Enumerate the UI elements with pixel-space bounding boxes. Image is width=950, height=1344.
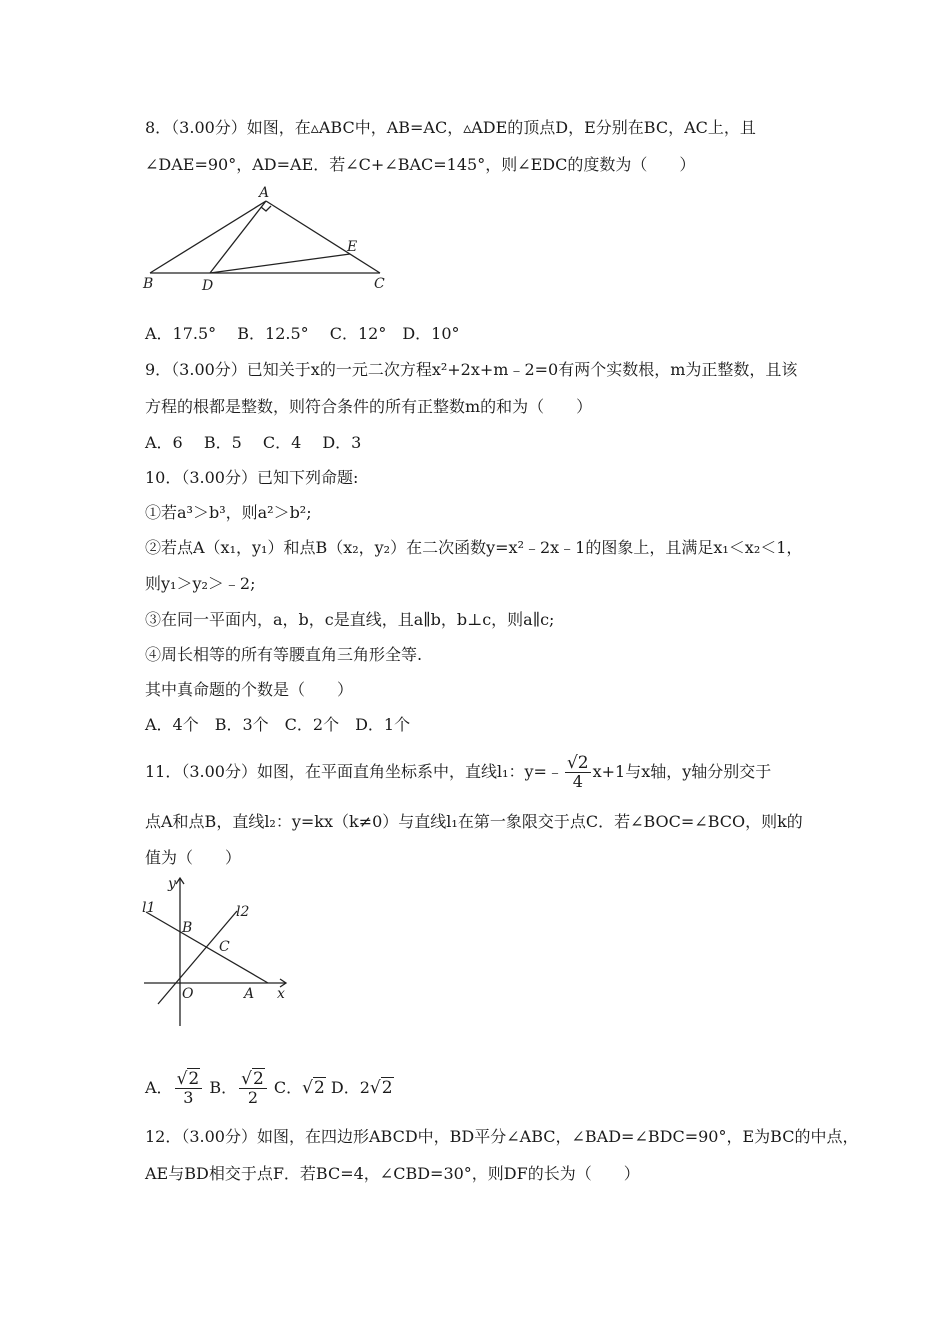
label-l1: l1: [142, 900, 156, 916]
q8-line2: ∠DAE=90°，AD=AE．若∠C+∠BAC=145°，则∠EDC的度数为（ ）: [145, 155, 696, 174]
q11-line1-pre: 11．（3.00分）如图，在平面直角坐标系中，直线l₁：y=﹣: [145, 762, 563, 781]
label-d: D: [202, 278, 214, 294]
q11-fraction-den: 4: [572, 772, 583, 791]
q10-prop2: ②若点A（x₁，y₁）和点B（x₂，y₂）在二次函数y=x²﹣2x﹣1的图象上，且满足x₁＜x₂＜1，: [145, 538, 803, 557]
segment-ad: [210, 201, 266, 273]
q11-opt-b-den: 2: [247, 1088, 259, 1107]
q12-line2: AE与BD相交于点F．若BC=4，∠CBD=30°，则DF的长为（ ）: [145, 1164, 640, 1183]
q11-opt-a-frac: [175, 1070, 203, 1107]
q8-triangle-figure: [140, 185, 390, 295]
q11-options: [145, 1066, 394, 1110]
q10-prop3: ③在同一平面内，a，b，c是直线，且a∥b，b⊥c，则a∥c;: [145, 610, 555, 629]
q11-opt-d-label: D．2: [330, 1078, 370, 1097]
segment-de: [210, 254, 350, 273]
q11-opt-b: [209, 1069, 268, 1107]
q10-stem: 其中真命题的个数是（ ）: [145, 680, 354, 699]
q10-options: A．4个 B．3个 C．2个 D．1个: [145, 715, 411, 734]
q11-opt-a: [145, 1069, 204, 1107]
label-a: A: [244, 986, 255, 1002]
q11-opt-d-rad: 2: [381, 1078, 393, 1098]
label-y: y: [168, 876, 176, 892]
q11-opt-a-label: A．: [145, 1078, 173, 1097]
label-l2: l2: [236, 904, 250, 920]
label-b: B: [143, 276, 154, 292]
q10-line1: 10．（3.00分）已知下列命题:: [145, 468, 359, 487]
label-a: A: [259, 185, 270, 201]
q11-line2: 点A和点B，直线l₂：y=kx（k≠0）与直线l₁在第一象限交于点C．若∠BOC=∠BCO，则k的: [145, 812, 803, 831]
q11-line3: 值为（ ）: [145, 848, 242, 867]
q8-line1: 8．（3.00分）如图，在▵ABC中，AB=AC，▵ADE的顶点D，E分别在BC，AC上，且: [145, 118, 756, 137]
q11-line1: [145, 752, 771, 792]
q11-line1-post: x+1与x轴，y轴分别交于: [592, 762, 772, 781]
q11-opt-a-den: 3: [183, 1088, 194, 1107]
q11-opt-d: [331, 1078, 394, 1097]
label-o: O: [182, 986, 194, 1002]
q9-options: A．6 B．5 C．4 D．3: [145, 433, 362, 452]
q11-opt-b-rad: 2: [252, 1069, 264, 1089]
q11-opt-a-num: √2: [175, 1070, 203, 1089]
label-c: C: [219, 939, 230, 955]
q11-fraction-num: √2: [566, 753, 589, 773]
label-c: C: [374, 276, 385, 292]
q11-opt-c-label: C．: [273, 1078, 303, 1097]
label-e: E: [347, 239, 358, 255]
q11-opt-b-label: B．: [209, 1078, 238, 1097]
q11-opt-b-frac: [239, 1070, 267, 1107]
label-x: x: [277, 986, 285, 1002]
q10-prop1: ①若a³＞b³，则a²＞b²;: [145, 503, 312, 522]
segment-ab: [150, 201, 266, 273]
q10-prop2-cont: 则y₁＞y₂＞﹣2;: [145, 574, 256, 593]
q11-coordinate-figure: [140, 874, 295, 1034]
label-b: B: [182, 920, 193, 936]
line-l1: [146, 912, 268, 983]
segment-ac: [266, 201, 380, 273]
right-angle-mark: [261, 206, 271, 211]
q8-options: A．17.5° B．12.5° C．12° D．10°: [145, 324, 460, 343]
q10-prop4: ④周长相等的所有等腰直角三角形全等.: [145, 645, 423, 664]
q11-opt-a-rad: 2: [188, 1069, 200, 1089]
q11-fraction: [565, 754, 591, 791]
q9-line2: 方程的根都是整数，则符合条件的所有正整数m的和为（ ）: [145, 397, 593, 416]
q11-opt-c-rad: 2: [313, 1078, 325, 1098]
q11-opt-c-sqrt: √2: [302, 1078, 325, 1098]
q11-opt-b-num: √2: [239, 1070, 267, 1089]
q11-opt-d-sqrt: √2: [369, 1078, 393, 1098]
q11-opt-c: [274, 1078, 326, 1097]
q12-line1: 12．（3.00分）如图，在四边形ABCD中，BD平分∠ABC，∠BAD=∠BDC=90°，E为BC的中点，: [145, 1127, 859, 1146]
q9-line1: 9．（3.00分）已知关于x的一元二次方程x²+2x+m﹣2=0有两个实数根，m为正整数，且该: [145, 360, 798, 379]
